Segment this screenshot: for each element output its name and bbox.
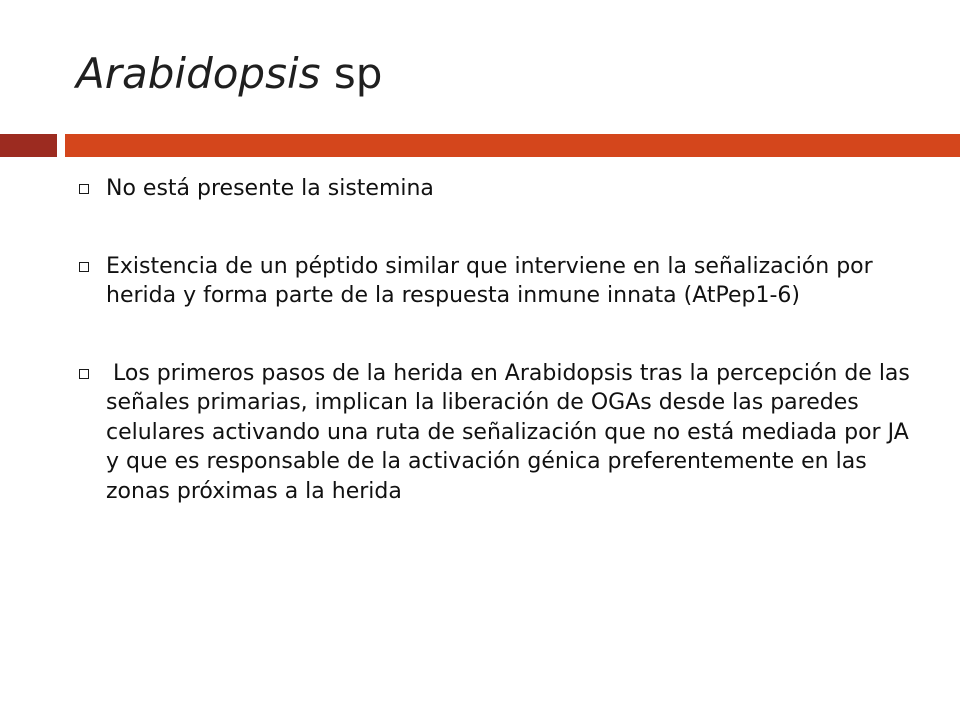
accent-bar-right (65, 134, 960, 157)
bullet-list (76, 174, 926, 554)
slide-title-rest: sp (320, 49, 383, 98)
bullet-text: Existencia de un péptido similar que interviene en la señalización por herida y forma parte de la respuesta inmune innata (AtPep1-6) (106, 253, 873, 308)
slide-title-italic: Arabidopsis (76, 49, 321, 98)
square-bullet-icon (79, 369, 89, 379)
square-bullet-icon (79, 262, 89, 272)
bullet-text: Los primeros pasos de la herida en Arabidopsis tras la percepción de las señales primarias, implican la liberación de OGAs desde las paredes celulares activando una ruta de señalización que no está mediada por JA y que es responsable de la activación génica preferentemente en las zonas próximas a la herida (106, 360, 917, 504)
bullet-item (76, 359, 926, 507)
square-bullet-icon (79, 184, 89, 194)
bullet-item (76, 174, 926, 204)
slide-title (76, 44, 382, 104)
bullet-item (76, 252, 926, 311)
accent-bar-left (0, 134, 57, 157)
bullet-text: No está presente la sistemina (106, 176, 434, 201)
